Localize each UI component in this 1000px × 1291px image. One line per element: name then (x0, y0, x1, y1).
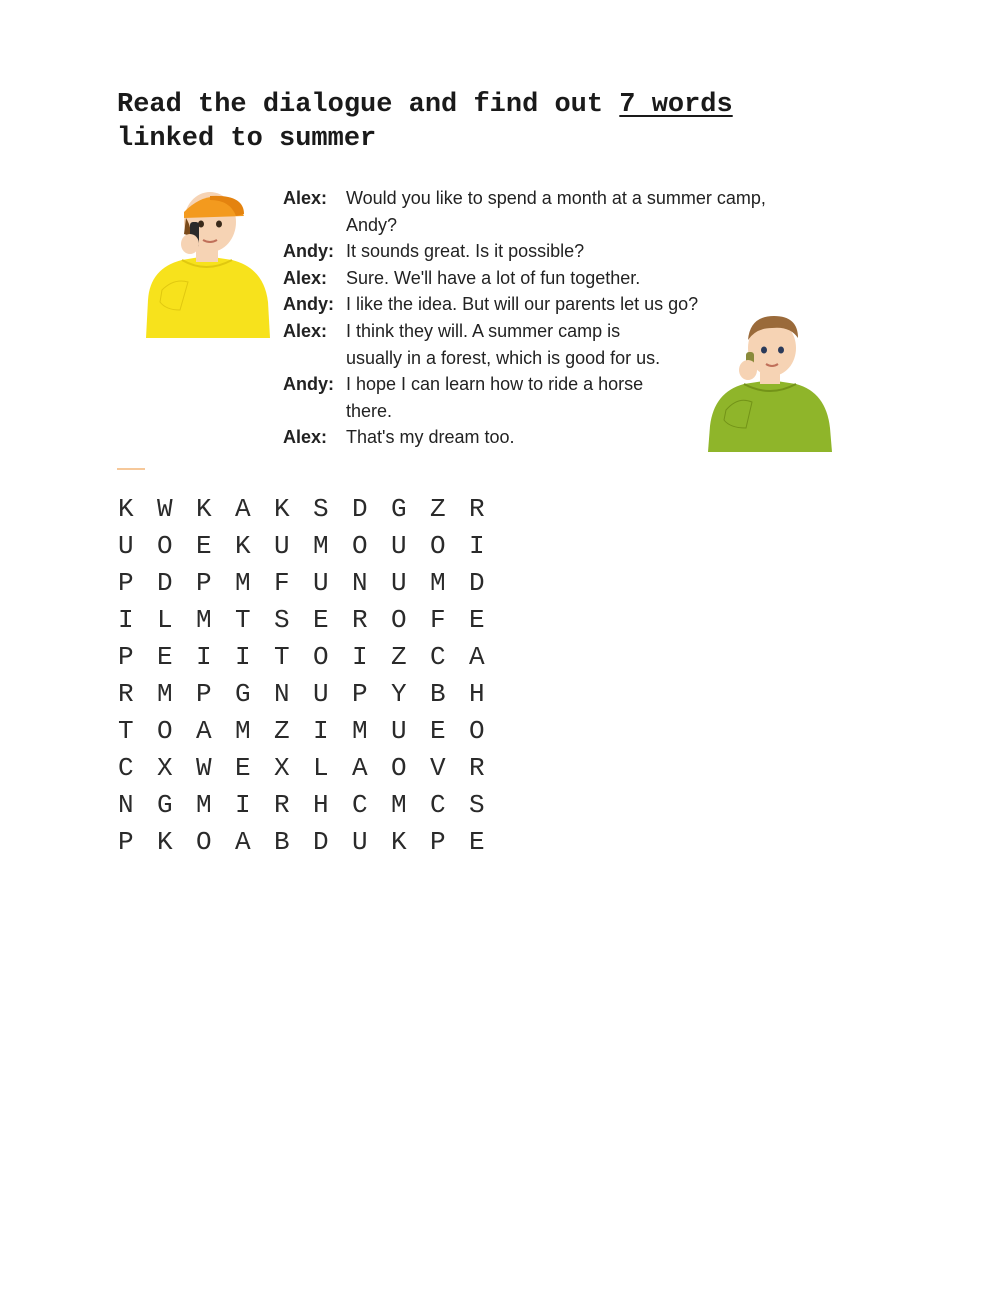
speaker-utterance (346, 238, 823, 265)
grid-letter[interactable]: I (352, 641, 368, 672)
grid-letter[interactable]: M (157, 678, 173, 709)
grid-letter[interactable]: A (352, 752, 368, 783)
grid-letter[interactable]: M (391, 789, 407, 820)
grid-letter[interactable]: R (469, 493, 485, 524)
dialogue-line (283, 318, 823, 371)
grid-letter[interactable]: N (352, 567, 368, 598)
grid-letter[interactable]: P (118, 826, 134, 857)
grid-letter[interactable]: L (313, 752, 329, 783)
grid-letter[interactable]: K (235, 530, 251, 561)
grid-letter[interactable]: O (196, 826, 212, 857)
speaker-utterance (346, 371, 823, 424)
grid-letter[interactable]: I (196, 641, 212, 672)
grid-letter[interactable]: M (235, 567, 251, 598)
grid-letter[interactable]: R (274, 789, 290, 820)
grid-letter[interactable]: K (118, 493, 134, 524)
grid-letter[interactable]: A (235, 826, 251, 857)
grid-letter[interactable]: S (313, 493, 329, 524)
grid-letter[interactable]: P (118, 641, 134, 672)
grid-letter[interactable]: I (313, 715, 329, 746)
grid-letter[interactable]: I (469, 530, 485, 561)
dialogue-line (283, 424, 823, 451)
grid-letter[interactable]: T (235, 604, 251, 635)
grid-letter[interactable]: O (352, 530, 368, 561)
dialogue-line (283, 291, 823, 318)
grid-letter[interactable]: D (157, 567, 173, 598)
grid-letter[interactable]: D (352, 493, 368, 524)
grid-letter[interactable]: K (157, 826, 173, 857)
grid-letter[interactable]: O (157, 530, 173, 561)
grid-letter[interactable]: U (118, 530, 134, 561)
grid-letter[interactable]: E (196, 530, 212, 561)
speaker-name: Alex: (283, 188, 328, 208)
grid-letter[interactable]: B (430, 678, 446, 709)
grid-letter[interactable]: D (469, 567, 485, 598)
grid-letter[interactable]: L (157, 604, 173, 635)
grid-letter[interactable]: S (274, 604, 290, 635)
utterance-line: Andy? (346, 214, 398, 235)
speaker-name: Alex: (283, 267, 328, 288)
speaker-utterance (346, 291, 823, 318)
grid-letter[interactable]: W (157, 493, 173, 524)
grid-letter[interactable]: U (352, 826, 368, 857)
dialogue-line (283, 265, 823, 292)
grid-letter[interactable]: H (469, 678, 485, 709)
decorative-divider (117, 468, 145, 470)
grid-letter[interactable]: R (118, 678, 134, 709)
grid-letter[interactable]: P (196, 678, 212, 709)
grid-letter[interactable]: C (430, 641, 446, 672)
grid-letter[interactable]: O (313, 641, 329, 672)
utterance-line: It sounds great. Is it possible? (346, 241, 585, 262)
grid-letter[interactable]: S (469, 789, 485, 820)
grid-letter[interactable]: U (313, 567, 329, 598)
speaker-name: Andy: (283, 294, 334, 315)
utterance-line: usually in a forest, which is good for us. (346, 347, 661, 368)
utterance-line: Sure. We'll have a lot of fun together. (346, 267, 641, 288)
grid-letter[interactable]: D (313, 826, 329, 857)
grid-letter[interactable]: O (469, 715, 485, 746)
grid-letter[interactable]: E (430, 715, 446, 746)
dialogue (283, 185, 823, 451)
grid-letter[interactable]: M (235, 715, 251, 746)
grid-letter[interactable]: M (196, 789, 212, 820)
grid-letter[interactable]: Z (274, 715, 290, 746)
grid-letter[interactable]: N (274, 678, 290, 709)
grid-letter[interactable]: K (274, 493, 290, 524)
grid-letter[interactable]: K (196, 493, 212, 524)
utterance-line: That's my dream too. (346, 427, 515, 448)
grid-letter[interactable]: Z (430, 493, 446, 524)
grid-letter[interactable]: E (469, 826, 485, 857)
grid-letter[interactable]: O (157, 715, 173, 746)
grid-letter[interactable]: F (274, 567, 290, 598)
grid-letter[interactable]: M (313, 530, 329, 561)
speaker-utterance (346, 265, 823, 292)
instruction-heading (117, 88, 837, 156)
dialogue-line (283, 185, 823, 238)
grid-letter[interactable]: O (391, 604, 407, 635)
dialogue-line (283, 238, 823, 265)
speaker-utterance (346, 318, 823, 371)
grid-letter[interactable]: E (313, 604, 329, 635)
grid-letter[interactable]: U (391, 530, 407, 561)
grid-letter[interactable]: Y (391, 678, 407, 709)
grid-letter[interactable]: U (313, 678, 329, 709)
utterance-line: I think they will. A summer camp is (346, 320, 621, 341)
grid-letter[interactable]: X (274, 752, 290, 783)
speaker-name: Alex: (283, 427, 328, 448)
grid-letter[interactable]: P (430, 826, 446, 857)
speaker-name: Alex: (283, 320, 328, 341)
grid-letter[interactable]: A (469, 641, 485, 672)
grid-letter[interactable]: P (196, 567, 212, 598)
grid-letter[interactable]: G (157, 789, 173, 820)
dialogue-line (283, 371, 823, 424)
grid-letter[interactable]: R (469, 752, 485, 783)
grid-letter[interactable]: A (196, 715, 212, 746)
speaker-utterance (346, 424, 823, 451)
grid-letter[interactable]: P (352, 678, 368, 709)
speaker-utterance (346, 185, 823, 238)
word-search-grid (116, 490, 506, 860)
speaker-name: Andy: (283, 241, 334, 262)
grid-letter[interactable]: F (430, 604, 446, 635)
grid-letter[interactable]: T (118, 715, 134, 746)
boy-yellow-sweater-illustration (140, 182, 274, 338)
grid-letter[interactable]: I (118, 604, 134, 635)
grid-letter[interactable]: O (430, 530, 446, 561)
speaker-name: Andy: (283, 374, 334, 395)
grid-letter[interactable]: C (430, 789, 446, 820)
grid-letter[interactable]: C (352, 789, 368, 820)
grid-letter[interactable]: C (118, 752, 134, 783)
grid-letter[interactable]: M (430, 567, 446, 598)
instruction-text-start: Read the dialogue and find out (117, 90, 620, 120)
grid-letter[interactable]: U (274, 530, 290, 561)
instruction-text-end: linked to summer (117, 124, 377, 154)
grid-letter[interactable]: V (430, 752, 446, 783)
grid-letter[interactable]: W (196, 752, 212, 783)
utterance-line: I hope I can learn how to ride a horse (346, 374, 644, 395)
grid-letter[interactable]: A (235, 493, 251, 524)
instruction-word-count: 7 words (619, 90, 733, 120)
utterance-line: Would you like to spend a month at a summer camp, (346, 188, 766, 208)
grid-letter[interactable]: M (352, 715, 368, 746)
grid-letter[interactable]: U (391, 567, 407, 598)
grid-letter[interactable]: P (118, 567, 134, 598)
grid-letter[interactable]: E (469, 604, 485, 635)
grid-letter[interactable]: K (391, 826, 407, 857)
grid-letter[interactable]: I (235, 789, 251, 820)
grid-letter[interactable]: N (118, 789, 134, 820)
grid-letter[interactable]: O (391, 752, 407, 783)
grid-letter[interactable]: T (274, 641, 290, 672)
grid-letter[interactable]: G (391, 493, 407, 524)
grid-letter[interactable]: U (391, 715, 407, 746)
grid-letter[interactable]: H (313, 789, 329, 820)
grid-letter[interactable]: R (352, 604, 368, 635)
grid-letter[interactable]: E (235, 752, 251, 783)
grid-letter[interactable]: E (157, 641, 173, 672)
grid-letter[interactable]: M (196, 604, 212, 635)
utterance-line: there. (346, 400, 393, 421)
grid-letter[interactable]: X (157, 752, 173, 783)
grid-letter[interactable]: Z (391, 641, 407, 672)
grid-letter[interactable]: G (235, 678, 251, 709)
utterance-line: I like the idea. But will our parents let us go? (346, 294, 699, 315)
grid-letter[interactable]: B (274, 826, 290, 857)
grid-letter[interactable]: I (235, 641, 251, 672)
